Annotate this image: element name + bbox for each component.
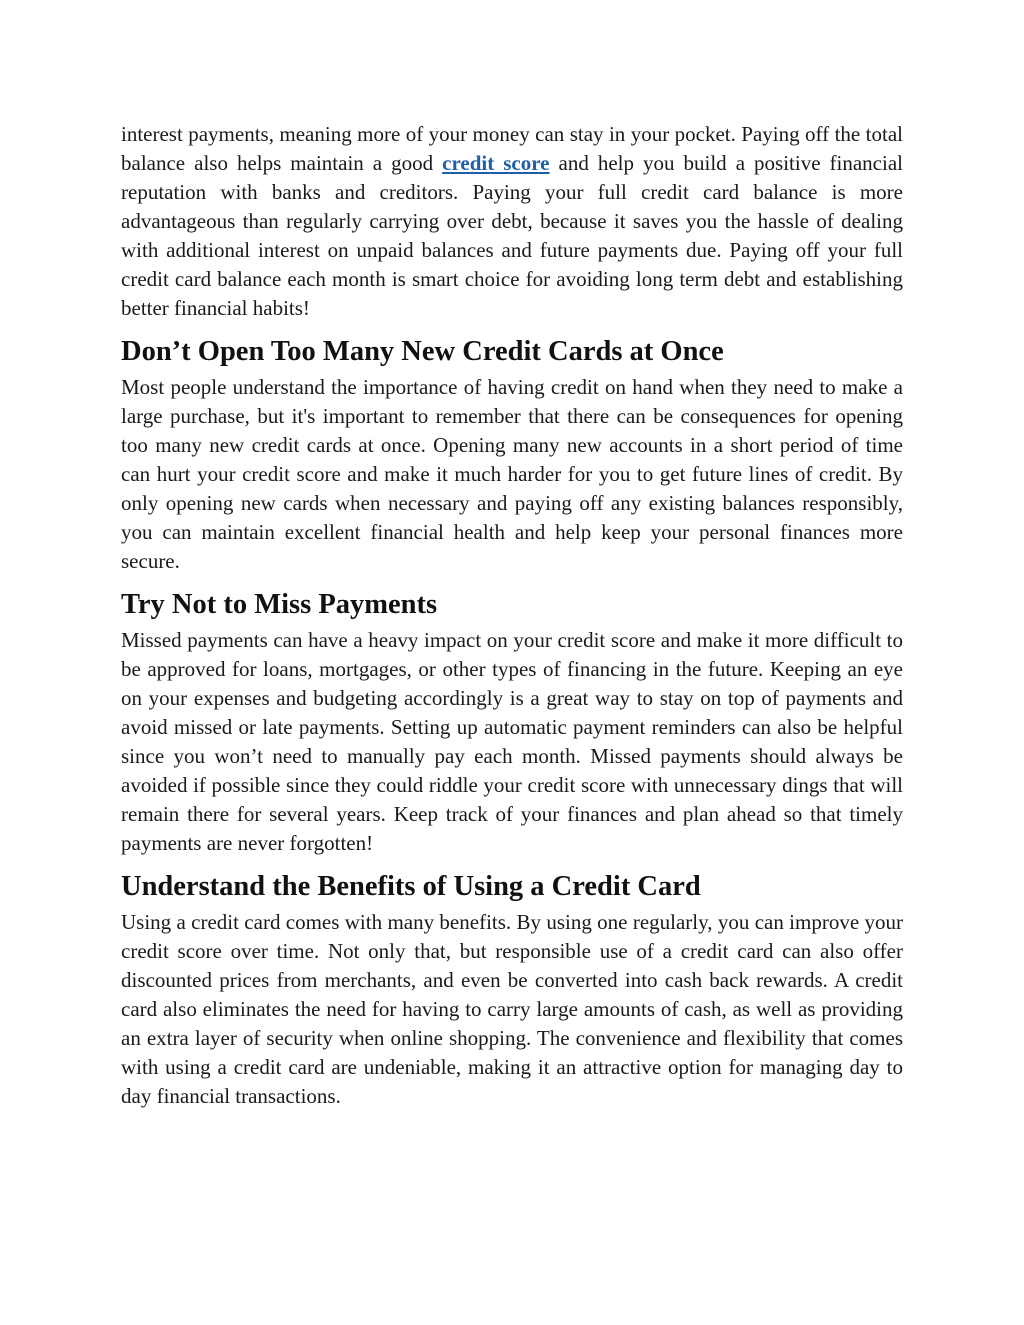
- section-heading-new-cards: Don’t Open Too Many New Credit Cards at Once: [121, 336, 724, 367]
- section-body-new-cards: Most people understand the importance of having credit on hand when they need to make a large purchase, but it's important to remember that there can be consequences for opening too many new credit cards at once. Opening many new accounts in a short period of time can hurt your credit score and make it much harder for you to get future lines of credit. By only opening new cards when necessary and paying off any existing balances responsibly, you can maintain excellent financial health and help keep your personal finances more secure.: [121, 375, 903, 573]
- intro-text-after-link: and help you build a positive financial reputation with banks and creditors. Paying your full credit card balance is more advantageous than regularly carrying over debt, because it saves you the hassle of dealing with additional interest on unpaid balances and future payments due. Paying off your full credit card balance each month is smart choice for avoiding long term debt and establishing better financial habits!: [121, 151, 903, 320]
- section-body-missed-payments: Missed payments can have a heavy impact on your credit score and make it more difficult to be approved for loans, mortgages, or other types of financing in the future. Keeping an eye on your expenses and budgeting accordingly is a great way to stay on top of payments and avoid missed or late payments. Setting up automatic payment reminders can also be helpful since you won’t need to manually pay each month. Missed payments should always be avoided if possible since they could riddle your credit score with unnecessary dings that will remain there for several years. Keep track of your finances and plan ahead so that timely payments are never forgotten!: [121, 628, 903, 855]
- section-heading-missed-payments: Try Not to Miss Payments: [121, 589, 438, 620]
- credit-score-link[interactable]: credit score: [442, 151, 550, 175]
- intro-paragraph: [121, 120, 903, 323]
- section-heading-benefits: Understand the Benefits of Using a Credit Card: [121, 871, 701, 902]
- intro-text-before-link: interest payments, meaning more of your money can stay in your pocket. Paying off the total balance also helps maintain a good: [121, 122, 903, 175]
- document-page: [121, 120, 903, 1111]
- section-body-benefits: Using a credit card comes with many benefits. By using one regularly, you can improve your credit score over time. Not only that, but responsible use of a credit card can also offer discounted prices from merchants, and even be converted into cash back rewards. A credit card also eliminates the need for having to carry large amounts of cash, as well as providing an extra layer of security when online shopping. The convenience and flexibility that comes with using a credit card are undeniable, making it an attractive option for managing day to day financial transactions.: [121, 910, 903, 1108]
